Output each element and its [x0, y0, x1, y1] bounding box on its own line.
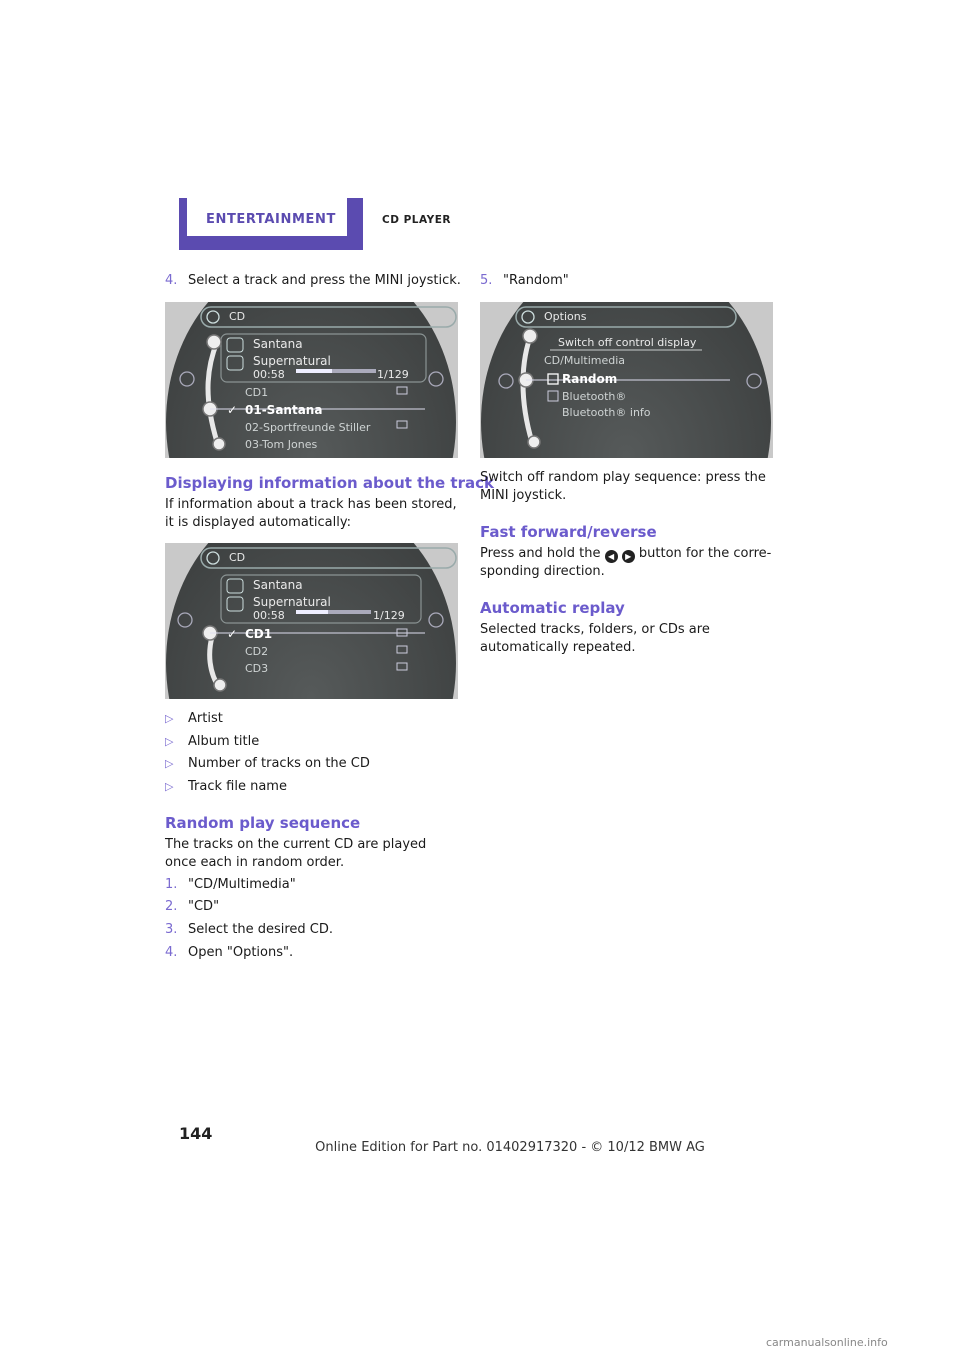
- step-4-select-track: 4. Select a track and press the MINI joystick.: [165, 273, 461, 288]
- heading-fast-forward: Fast forward/reverse: [480, 523, 657, 541]
- screen3-title: Options: [544, 310, 587, 323]
- check-icon: ✓: [227, 403, 238, 417]
- bullet-triangle-icon: ▷: [165, 712, 174, 725]
- screen1-row-3: 02-Sportfreunde Stiller: [245, 421, 371, 434]
- screen2-row-1: CD1: [245, 627, 273, 641]
- screen2-album: Supernatural: [253, 595, 331, 609]
- screen1-time: 00:58: [253, 368, 285, 381]
- step-1: 1. "CD/Multimedia": [165, 877, 296, 892]
- step-3: 3. Select the desired CD.: [165, 922, 333, 937]
- screen3-row-5: Bluetooth® info: [562, 406, 651, 419]
- chapter-title: CD PLAYER: [382, 214, 451, 226]
- skip-forward-icon: ▶: [622, 550, 635, 563]
- skip-back-icon: ◀: [605, 550, 618, 563]
- bullet-item: ▷ Artist: [165, 711, 223, 726]
- screen1-track-count: 1/129: [377, 368, 409, 381]
- step-5-random: 5. "Random": [480, 273, 569, 288]
- screen2-artist: Santana: [253, 578, 303, 592]
- paragraph-fast-forward: Press and hold the ◀ ▶ button for the corre- sponding direction.: [480, 546, 772, 579]
- screen2-time: 00:58: [253, 609, 285, 622]
- screenshot-cd-info: [165, 543, 458, 699]
- screen1-row-4: 03-Tom Jones: [245, 438, 318, 451]
- footer-edition: Online Edition for Part no. 01402917320 - © 10/12 BMW AG: [315, 1140, 705, 1155]
- bullet-item: ▷ Track file name: [165, 779, 287, 794]
- screen2-row-2: CD2: [245, 645, 269, 658]
- heading-track-info: Displaying information about the track: [165, 474, 494, 492]
- screen2-track-count: 1/129: [373, 609, 405, 622]
- bullet-triangle-icon: ▷: [165, 780, 174, 793]
- step-2: 2. "CD": [165, 899, 220, 914]
- heading-random-play: Random play sequence: [165, 814, 361, 832]
- section-title: ENTERTAINMENT: [206, 212, 336, 227]
- bullet-item: ▷ Album title: [165, 734, 260, 749]
- screen1-title: CD: [229, 310, 246, 323]
- bullet-triangle-icon: ▷: [165, 757, 174, 770]
- paragraph-random-play: The tracks on the current CD are played once each in random order.: [165, 837, 427, 870]
- screen1-row-2: 01-Santana: [245, 403, 323, 417]
- heading-automatic-replay: Automatic replay: [480, 599, 625, 617]
- paragraph-automatic-replay: Selected tracks, folders, or CDs are automatically repeated.: [480, 622, 710, 655]
- paragraph-switch-off-random: Switch off random play sequence: press the MINI joystick.: [480, 470, 766, 503]
- screen1-artist: Santana: [253, 337, 303, 351]
- screen3-row-3: Random: [562, 372, 618, 386]
- bullet-triangle-icon: ▷: [165, 735, 174, 748]
- screen3-row-4: Bluetooth®: [562, 390, 627, 403]
- screen2-title: CD: [229, 551, 246, 564]
- page-number: 144: [179, 1124, 213, 1143]
- screen3-row-2: CD/Multimedia: [544, 354, 626, 367]
- screenshot-cd-tracklist: [165, 302, 458, 458]
- step-4-open-options: 4. Open "Options".: [165, 945, 294, 960]
- check-icon: ✓: [227, 627, 238, 641]
- screenshot-options-menu: [480, 302, 773, 458]
- screen3-row-1: Switch off control display: [558, 336, 697, 349]
- paragraph-track-info: If information about a track has been stored, it is displayed automatically:: [165, 497, 457, 530]
- screen2-row-3: CD3: [245, 662, 269, 675]
- watermark: carmanualsonline.info: [766, 1336, 888, 1349]
- bullet-item: ▷ Number of tracks on the CD: [165, 756, 370, 771]
- screen1-album: Supernatural: [253, 354, 331, 368]
- screen1-row-1: CD1: [245, 386, 269, 399]
